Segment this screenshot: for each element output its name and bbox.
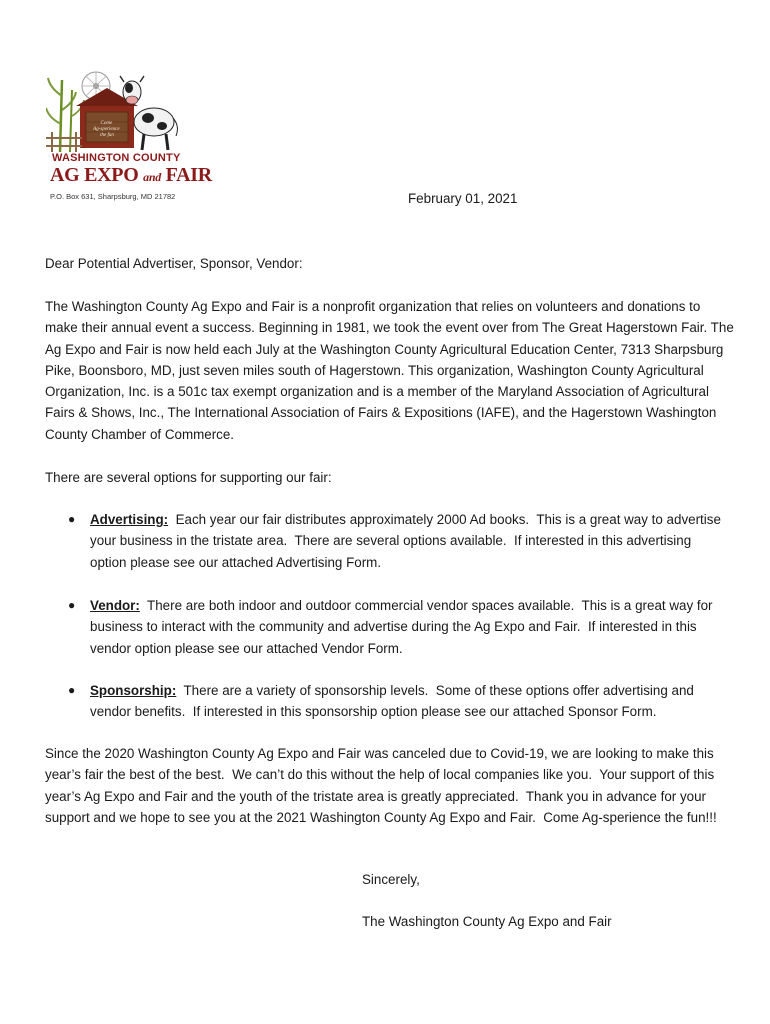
bullet-sponsorship: [68, 680, 730, 723]
bullet-dot-icon: ●: [68, 598, 76, 612]
closing: Sincerely,: [362, 872, 420, 887]
bullet-text: There are a variety of sponsorship levels. Some of these options offer advertising and vendor benefits. If interested in this sponsorship option please see our attached Sponsor Form.: [90, 683, 698, 720]
bullet-term: Vendor:: [90, 598, 140, 613]
fence-icon: [46, 132, 82, 152]
sign-text: Come Ag-sperience the fun: [93, 121, 120, 138]
closing-paragraph: Since the 2020 Washington County Ag Expo and Fair was canceled due to Covid-19, we are looking to make this year’s fair the best of the best. We can’t do this without the help of local companies like you. Your support of this year’s Ag Expo and Fair and the youth of the tristate area is greatly appreciated. Thank you in advance for your support and we hope to see you at the 2021 Washington County Ag Expo and Fair. Come Ag-sperience the fun!!!: [45, 746, 718, 825]
signature: The Washington County Ag Expo and Fair: [362, 914, 612, 929]
bullet-vendor: [68, 595, 730, 659]
salutation: Dear Potential Advertiser, Sponsor, Vendor:: [45, 256, 303, 271]
bullet-dot-icon: ●: [68, 683, 76, 697]
logo-title-line1: WASHINGTON COUNTY: [52, 152, 181, 164]
logo-title-fair: FAIR: [160, 164, 212, 186]
bullet-text: There are both indoor and outdoor commercial vendor spaces available. This is a great way for business to interact with the community and advertise during the Ag Expo and Fair. If interested in this vendor option please see our attached Vendor Form.: [90, 598, 717, 656]
logo-title-and: and: [143, 170, 161, 184]
logo-illustration: [46, 66, 196, 154]
intro-paragraph: The Washington County Ag Expo and Fair is a nonprofit organization that relies on volunteers and donations to make their annual event a success. Beginning in 1981, we took the event over from The Great Hagerstown Fair. The Ag Expo and Fair is now held each July at the Washington County Agricultural Education Center, 7313 Sharpsburg Pike, Boonsboro, MD, just seven miles south of Hagerstown. This organization, Washington County Agricultural Organization, Inc. is a 501c tax exempt organization and is a member of the Maryland Association of Agricultural Fairs & Shows, Inc., The International Association of Fairs & Expositions (IAFE), and the Hagerstown Washington County Chamber of Commerce.: [45, 299, 734, 442]
letter-date: February 01, 2021: [408, 191, 518, 206]
bullet-dot-icon: ●: [68, 512, 76, 526]
fair-logo: [46, 66, 212, 206]
logo-title-ag-expo: AG EXPO: [50, 164, 144, 186]
logo-address: P.O. Box 631, Sharpsburg, MD 21782: [50, 192, 176, 201]
bullet-term: Advertising:: [90, 512, 169, 527]
bullet-term: Sponsorship:: [90, 683, 177, 698]
bullet-advertising: [68, 509, 730, 573]
logo-title-line2: [50, 164, 212, 187]
options-intro: There are several options for supporting our fair:: [45, 470, 332, 485]
bullet-text: Each year our fair distributes approximately 2000 Ad books. This is a great way to advertise your business in the tristate area. There are several options available. If interested in this advertising option please see our attached Advertising Form.: [90, 512, 725, 570]
